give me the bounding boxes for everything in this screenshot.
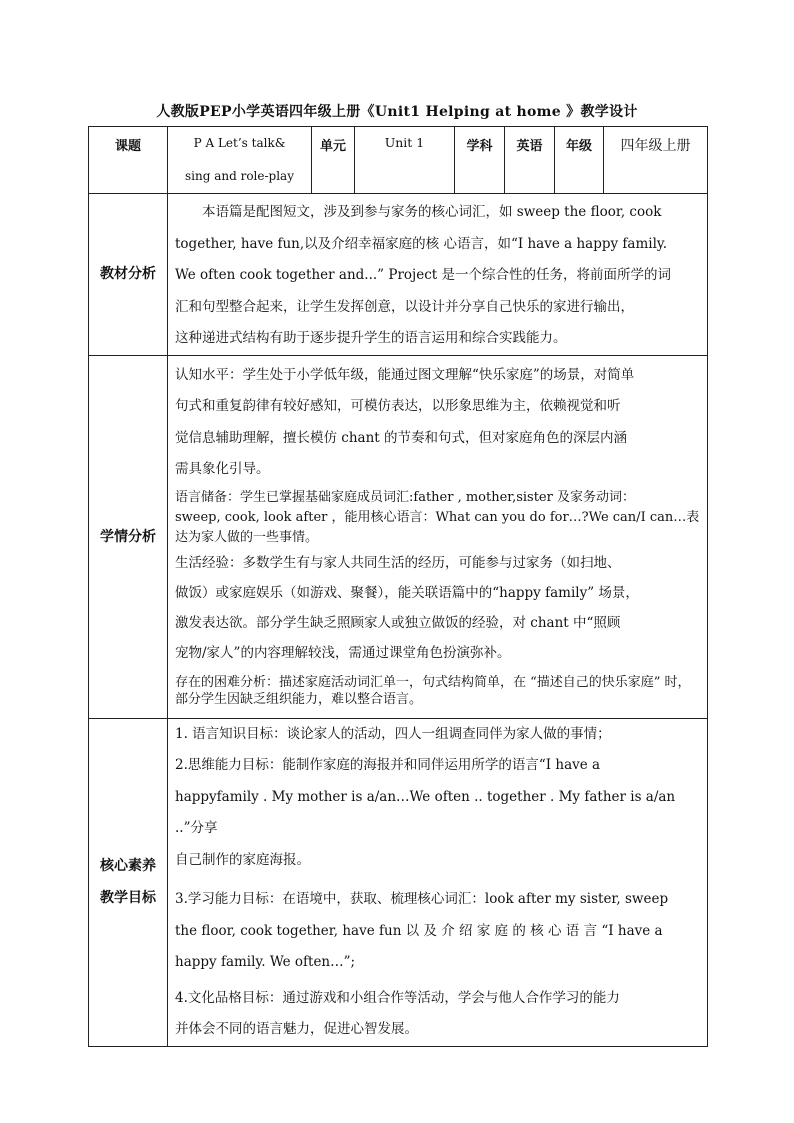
topic-value-line1: P A Let’s talk& [193,136,286,150]
lesson-plan-table [88,126,708,1047]
material-analysis-content [168,194,708,356]
core-objectives-content [168,718,708,1046]
goal-cultural-character [175,983,700,1046]
cognition-line: 句式和重复韵律有较好感知，可模仿表达，以形象思维为主，依赖视觉和听 [175,398,621,414]
goal-line: happy family. We often…”; [175,954,356,970]
goal-line: 自己制作的家庭海报。 [175,851,310,868]
difficulty-line: 部分学生因缺乏组织能力，难以整合语言。 [175,691,423,707]
language-line: 语言储备：学生已掌握基础家庭成员词汇:father , mother,sister 及家务动词： [175,489,635,505]
life-paragraph [175,548,700,668]
difficulty-line: 存在的困难分析：描述家庭活动词汇单一，句式结构简单，在 “描述自己的快乐家庭” 时， [175,674,691,690]
material-line: 这种递进式结构有助于逐步提升学生的语言运用和综合实践能力。 [175,330,567,346]
goal-line: 4.文化品格目标：通过游戏和小组合作等活动，学会与他人合作学习的能力 [175,989,620,1006]
life-line: 生活经验：多数学生有与家人共同生活的经历，可能参与过家务（如扫地、 [175,554,621,571]
core-objectives-label [89,718,168,1046]
header-row [89,127,708,194]
goal-thinking-ability [175,750,700,876]
student-analysis-row [89,355,708,718]
core-objectives-label-line2: 教学目标 [100,890,156,906]
topic-label: 课题 [89,127,168,194]
student-analysis-content [168,355,708,718]
subject-label: 学科 [455,127,505,194]
goal-line: 并体会不同的语言魅力，促进心智发展。 [175,1021,418,1037]
language-paragraph [175,488,700,548]
goal-line: 2.思维能力目标：能制作家庭的海报并和同伴运用所学的语言“I have a [175,757,601,773]
document-title: 人教版PEP小学英语四年级上册《Unit1 Helping at home 》教学设计 [156,104,638,120]
cognition-line: 认知水平：学生处于小学低年级，能通过图文理解“快乐家庭”的场景，对简单 [175,366,635,383]
grade-label: 年级 [555,127,604,194]
material-analysis-row [89,194,708,356]
grade-value: 四年级上册 [604,127,708,194]
unit-label: 单元 [312,127,355,194]
life-line: 做饭）或家庭娱乐（如游戏、聚餐），能关联语篇中的“happy family” 场景， [175,584,639,601]
topic-value-line2: sing and role-play [184,169,294,183]
language-line: sweep, cook, look after ，能用核心语言：What can you do for…?We can/I can…表 [175,509,700,525]
goal-line: happyfamily . My mother is a/an…We often .. together . My father is a/an ..”分享 [175,788,676,836]
goal-language-knowledge [175,719,700,751]
unit-value: Unit 1 [355,127,455,194]
topic-value [168,127,312,194]
goal-line: 3.学习能力目标：在语境中，获取、梳理核心词汇：look after my sister, sweep [175,891,669,907]
material-line: together, have fun,以及介绍幸福家庭的核 心语言，如“I have a happy family. [175,235,668,252]
life-line: 激发表达欲。部分学生缺乏照顾家人或独立做饭的经验，对 chant 中“照顾 [175,614,621,631]
language-line: 达为家人做的一些事情。 [175,529,319,545]
student-analysis-label: 学情分析 [89,355,168,718]
cognition-paragraph [175,360,700,486]
subject-value: 英语 [505,127,555,194]
material-line: We often cook together and...” Project 是一个综合性的任务，将前面所学的词 [175,267,671,283]
goal-line: 1. 语言知识目标：谈论家人的活动，四人一组调查同伴为家人做的事情； [175,725,611,742]
goal-learning-ability [175,884,700,979]
material-line: 汇和句型整合起来，让学生发挥创意，以设计并分享自己快乐的家进行输出， [175,298,634,315]
goal-line: the floor, cook together, have fun 以 及 介 绍 家 庭 的 核 心 语 言 “I have a [175,922,663,939]
core-objectives-label-line1: 核心素养 [100,858,156,874]
cognition-line: 觉信息辅助理解，擅长模仿 chant 的节奏和句式，但对家庭角色的深层内涵 [175,429,628,446]
cognition-line: 需具象化引导。 [175,461,270,477]
core-objectives-row [89,718,708,1046]
difficulty-paragraph [175,674,700,708]
material-analysis-label: 教材分析 [89,194,168,356]
life-line: 宠物/家人”的内容理解较浅，需通过课堂角色扮演弥补。 [175,644,511,661]
material-line: 本语篇是配图短文，涉及到参与家务的核心词汇，如 sweep the floor, cook [202,204,662,220]
